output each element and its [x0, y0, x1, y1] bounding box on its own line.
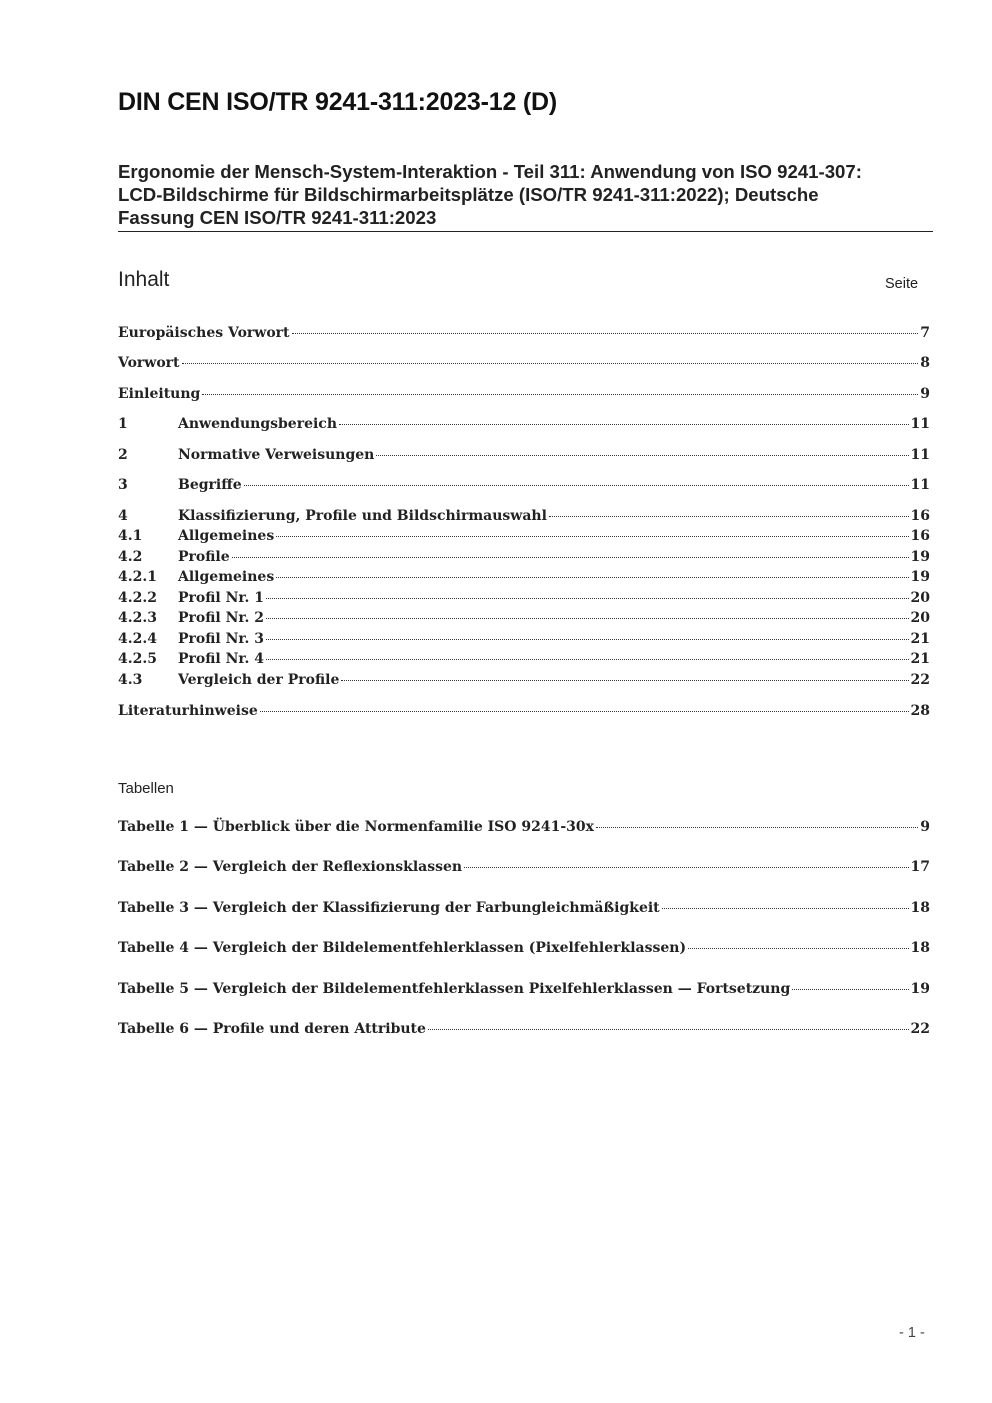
dot-leader: [549, 516, 909, 517]
dot-leader: [266, 598, 909, 599]
dot-leader: [376, 455, 908, 456]
table-list-entry[interactable]: [118, 900, 930, 920]
table-list-entry[interactable]: [118, 859, 930, 879]
toc-entry[interactable]: [118, 610, 930, 630]
page-number: - 1 -: [899, 1325, 925, 1341]
toc-entry[interactable]: [118, 508, 930, 528]
dot-leader: [596, 827, 918, 828]
toc-entry-title: Profil Nr. 4: [178, 651, 264, 667]
dot-leader: [266, 618, 909, 619]
toc-entry-page: 19: [910, 569, 930, 585]
table-entry-title: Tabelle 5 — Vergleich der Bildelementfehlerklassen Pixelfehlerklassen — Fortsetzung: [118, 981, 791, 997]
page-column-label: Seite: [885, 276, 919, 292]
table-list-entry[interactable]: [118, 1021, 930, 1041]
dot-leader: [341, 680, 908, 681]
toc-entry-page: 11: [910, 447, 930, 463]
toc-entry-title: Normative Verweisungen: [178, 447, 375, 463]
toc-entry-page: 22: [910, 672, 930, 688]
subtitle-line: Fassung CEN ISO/TR 9241-311:2023: [118, 207, 437, 228]
toc-entry-title: Europäisches Vorwort: [118, 325, 290, 341]
tables-heading: Tabellen: [118, 780, 174, 797]
dot-leader: [266, 639, 909, 640]
table-entry-page: 22: [910, 1021, 930, 1037]
dot-leader: [260, 711, 909, 712]
dot-leader: [182, 363, 919, 364]
toc-entry-number: 4.1: [118, 528, 143, 544]
table-entry-title: Tabelle 6 — Profile und deren Attribute: [118, 1021, 426, 1037]
toc-entry[interactable]: [118, 672, 930, 692]
toc-entry-title: Vorwort: [118, 355, 180, 371]
toc-entry-number: 4.2.1: [118, 569, 157, 585]
toc-entry[interactable]: [118, 549, 930, 569]
toc-entry-page: 21: [910, 651, 930, 667]
table-entry-page: 9: [920, 819, 930, 835]
toc-entry-page: 8: [920, 355, 930, 371]
toc-heading: Inhalt: [118, 268, 170, 291]
dot-leader: [266, 659, 909, 660]
document-subtitle: [118, 160, 933, 232]
dot-leader: [244, 485, 909, 486]
dot-leader: [276, 577, 908, 578]
toc-entry-page: 11: [910, 416, 930, 432]
subtitle-line: Ergonomie der Mensch-System-Interaktion - Teil 311: Anwendung von ISO 9241-307:: [118, 161, 862, 182]
toc-entry-title: Klassifizierung, Profile und Bildschirmauswahl: [178, 508, 547, 524]
toc-entry-title: Vergleich der Profile: [178, 672, 340, 688]
toc-entry[interactable]: [118, 651, 930, 671]
toc-entry-page: 7: [920, 325, 930, 341]
toc-entry[interactable]: [118, 590, 930, 610]
document-id: DIN CEN ISO/TR 9241-311:2023-12 (D): [118, 88, 558, 116]
table-entry-title: Tabelle 2 — Vergleich der Reflexionsklassen: [118, 859, 463, 875]
table-entry-page: 19: [910, 981, 930, 997]
toc-entry-title: Profil Nr. 2: [178, 610, 264, 626]
toc-entry[interactable]: [118, 528, 930, 548]
toc-entry-page: 21: [910, 631, 930, 647]
table-entry-page: 18: [910, 900, 930, 916]
toc-entry[interactable]: [118, 631, 930, 651]
toc-entry[interactable]: [118, 477, 930, 497]
toc-entry-number: 4.2.5: [118, 651, 157, 667]
dot-leader: [464, 867, 908, 868]
toc-entry-number: 4.3: [118, 672, 143, 688]
dot-leader: [292, 333, 919, 334]
toc-entry-number: 4: [118, 508, 128, 524]
toc-entry[interactable]: [118, 703, 930, 723]
table-list-entry[interactable]: [118, 819, 930, 839]
table-list-entry[interactable]: [118, 981, 930, 1001]
toc-entry[interactable]: [118, 416, 930, 436]
toc-entry-title: Profil Nr. 1: [178, 590, 264, 606]
dot-leader: [339, 424, 909, 425]
dot-leader: [202, 394, 918, 395]
table-list-entry[interactable]: [118, 940, 930, 960]
toc-entry-title: Literaturhinweise: [118, 703, 258, 719]
dot-leader: [428, 1029, 909, 1030]
toc-entry-page: 20: [910, 610, 930, 626]
toc-entry-title: Allgemeines: [178, 528, 275, 544]
subtitle-line: LCD-Bildschirme für Bildschirmarbeitsplätze (ISO/TR 9241-311:2022); Deutsche: [118, 184, 819, 205]
table-entry-title: Tabelle 4 — Vergleich der Bildelementfehlerklassen (Pixelfehlerklassen): [118, 940, 687, 956]
toc-entry-number: 2: [118, 447, 128, 463]
toc-entry-number: 3: [118, 477, 128, 493]
toc-entry[interactable]: [118, 325, 930, 345]
toc-entry-page: 28: [910, 703, 930, 719]
toc-entry-page: 9: [920, 386, 930, 402]
table-entry-page: 18: [910, 940, 930, 956]
table-entry-title: Tabelle 3 — Vergleich der Klassifizierung der Farbungleichmäßigkeit: [118, 900, 660, 916]
dot-leader: [792, 989, 908, 990]
toc-entry-number: 1: [118, 416, 128, 432]
toc-entry-title: Einleitung: [118, 386, 201, 402]
dot-leader: [662, 908, 909, 909]
table-entry-page: 17: [910, 859, 930, 875]
toc-entry-page: 19: [910, 549, 930, 565]
dot-leader: [232, 557, 909, 558]
toc-entry-page: 16: [910, 508, 930, 524]
toc-entry-page: 20: [910, 590, 930, 606]
toc-entry-number: 4.2.3: [118, 610, 157, 626]
toc-entry-page: 16: [910, 528, 930, 544]
toc-entry[interactable]: [118, 386, 930, 406]
toc-entry-title: Profile: [178, 549, 230, 565]
toc-entry-number: 4.2.2: [118, 590, 157, 606]
toc-entry-number: 4.2: [118, 549, 143, 565]
toc-entry-title: Anwendungsbereich: [178, 416, 337, 432]
table-entry-title: Tabelle 1 — Überblick über die Normenfamilie ISO 9241-30x: [118, 819, 594, 835]
toc-entry-title: Profil Nr. 3: [178, 631, 264, 647]
toc-entry-title: Begriffe: [178, 477, 242, 493]
dot-leader: [688, 948, 908, 949]
toc-entry-number: 4.2.4: [118, 631, 157, 647]
toc-entry[interactable]: [118, 355, 930, 375]
toc-entry[interactable]: [118, 447, 930, 467]
toc-entry-title: Allgemeines: [178, 569, 275, 585]
toc-entry[interactable]: [118, 569, 930, 589]
toc-entry-page: 11: [910, 477, 930, 493]
dot-leader: [276, 536, 908, 537]
